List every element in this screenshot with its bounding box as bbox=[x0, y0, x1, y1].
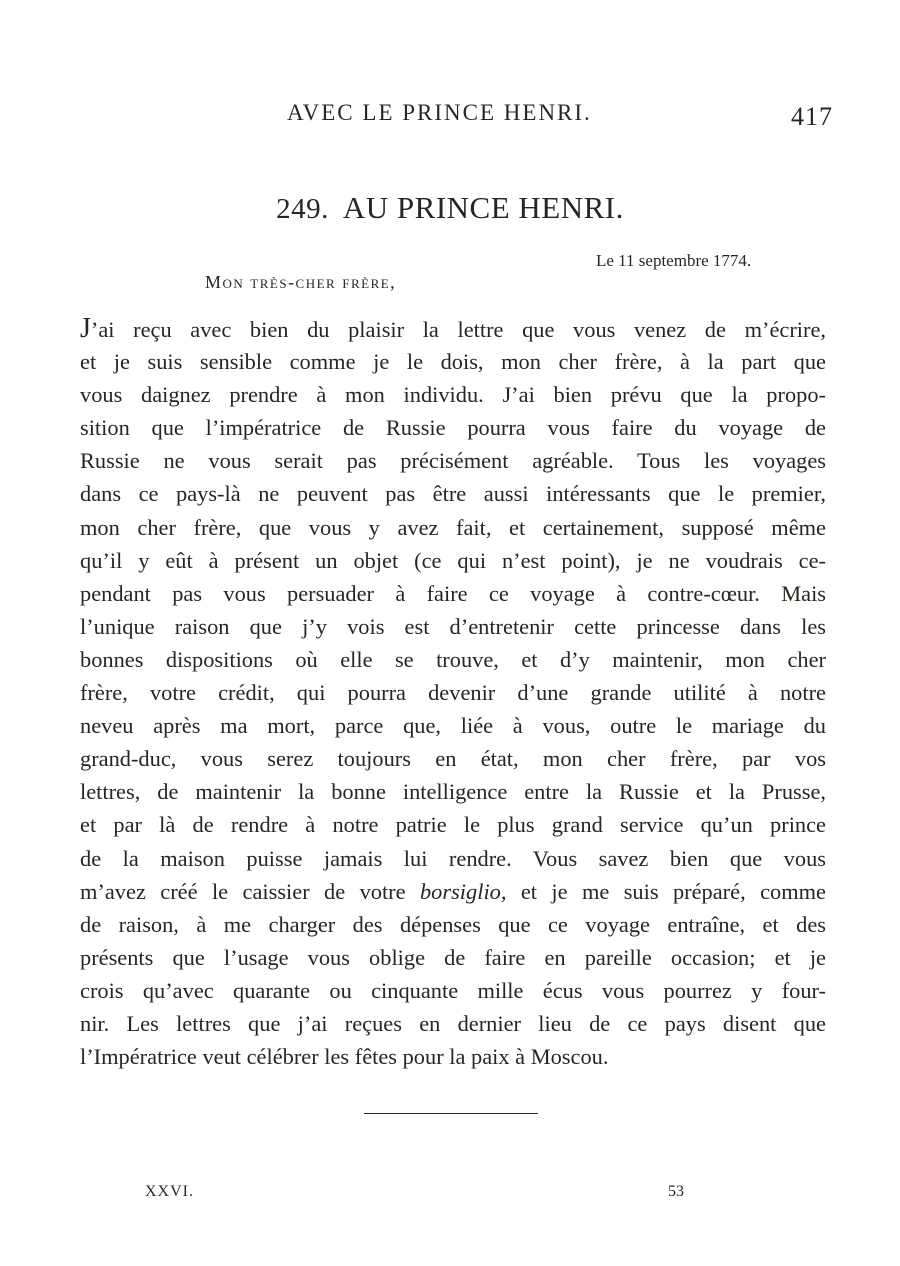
body-line bbox=[80, 875, 826, 908]
letter-title-text: AU PRINCE HENRI. bbox=[342, 190, 624, 225]
body-line: pendant pas vous persuader à faire ce voyage à contre-cœur. Mais bbox=[80, 580, 826, 606]
body-line: nir. Les lettres que j’ai reçues en dernier lieu de ce pays disent que bbox=[80, 1010, 826, 1036]
body-line-text: et je me suis préparé, comme bbox=[506, 878, 826, 904]
body-line: grand-duc, vous serez toujours en état, mon cher frère, par vos bbox=[80, 746, 826, 772]
letter-date: Le 11 septembre 1774. bbox=[596, 251, 752, 270]
body-line: et je suis sensible comme je le dois, mon cher frère, à la part que bbox=[80, 349, 826, 375]
letter-number: 249. bbox=[276, 193, 329, 225]
running-head: AVEC LE PRINCE HENRI. bbox=[287, 100, 592, 125]
body-line: et par là de rendre à notre patrie le plus grand service qu’un prince bbox=[80, 812, 826, 838]
letter-body bbox=[80, 312, 826, 1073]
salutation: Mon très-cher frère, bbox=[205, 272, 397, 292]
italic-word: borsiglio, bbox=[419, 878, 507, 904]
body-line-text: m’avez créé le caissier de votre bbox=[80, 878, 420, 904]
drop-initial: J bbox=[80, 313, 91, 344]
page-number: 417 bbox=[791, 102, 833, 131]
body-line: de raison, à me charger des dépenses que ce voyage entraîne, et des bbox=[80, 911, 826, 937]
body-line: frère, votre crédit, qui pourra devenir d’une grande utilité à notre bbox=[80, 680, 826, 706]
body-line: lettres, de maintenir la bonne intelligence entre la Russie et la Prusse, bbox=[80, 779, 826, 805]
body-line: sition que l’impératrice de Russie pourra vous faire du voyage de bbox=[80, 415, 826, 441]
body-line: bonnes dispositions où elle se trouve, et d’y maintenir, mon cher bbox=[80, 646, 826, 672]
volume-signature: XXVI. bbox=[145, 1183, 194, 1200]
body-line: dans ce pays-là ne peuvent pas être aussi intéressants que le premier, bbox=[80, 481, 826, 507]
letter-title bbox=[0, 190, 900, 226]
body-line: mon cher frère, que vous y avez fait, et certainement, supposé même bbox=[80, 514, 826, 540]
body-line: présents que l’usage vous oblige de faire en pareille occasion; et je bbox=[80, 944, 826, 970]
body-line: crois qu’avec quarante ou cinquante mille écus vous pourrez y four- bbox=[80, 977, 826, 1003]
body-line: neveu après ma mort, parce que, liée à vous, outre le mariage du bbox=[80, 713, 826, 739]
body-line-text: ’ai reçu avec bien du plaisir la lettre que vous venez de m’écrire, bbox=[90, 317, 826, 342]
body-line: qu’il y eût à présent un objet (ce qui n’est point), je ne voudrais ce- bbox=[80, 547, 826, 573]
body-line: de la maison puisse jamais lui rendre. Vous savez bien que vous bbox=[80, 845, 826, 871]
body-line: l’Impératrice veut célébrer les fêtes pour la paix à Moscou. bbox=[80, 1044, 609, 1070]
body-line: vous daignez prendre à mon individu. J’ai bien prévu que la propo- bbox=[80, 382, 826, 408]
body-line: l’unique raison que j’y vois est d’entretenir cette princesse dans les bbox=[80, 613, 826, 639]
body-line bbox=[80, 312, 826, 345]
body-line: Russie ne vous serait pas précisément agréable. Tous les voyages bbox=[80, 448, 826, 474]
closing-rule bbox=[364, 1113, 538, 1114]
sheet-number: 53 bbox=[668, 1183, 684, 1200]
